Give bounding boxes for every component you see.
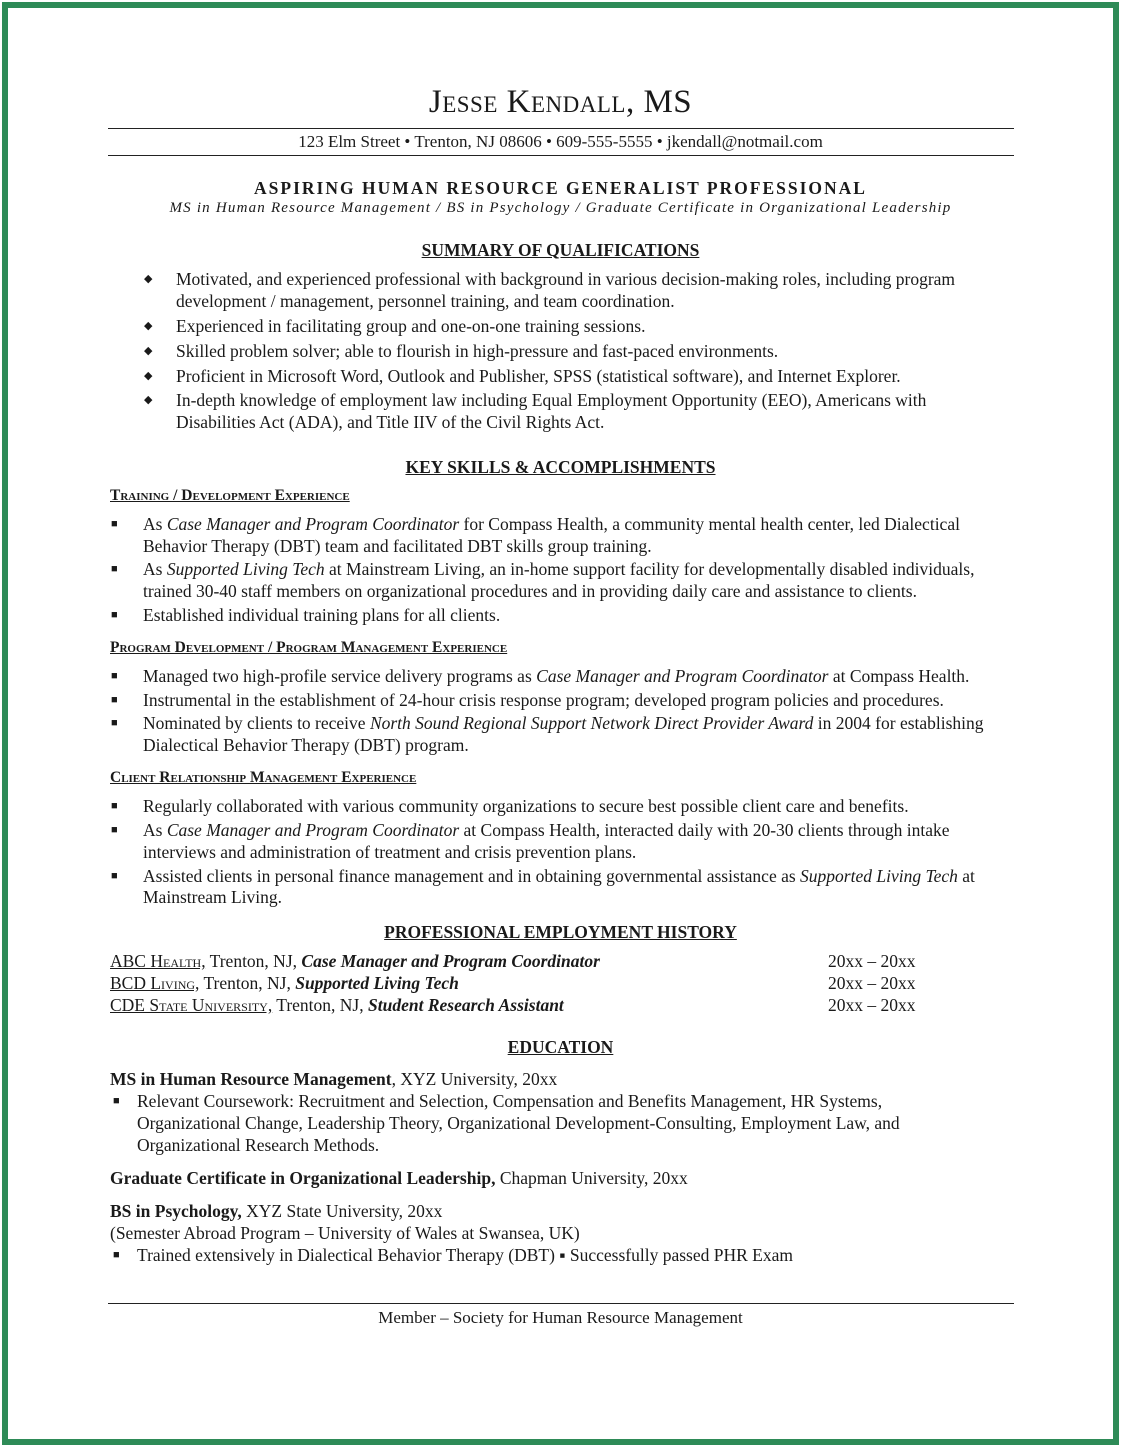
training-bullet-line: As Supported Living Tech at Mainstream Living, an in-home support facility for developmentally disabled individuals, [143, 559, 975, 579]
job-dates: 20xx – 20xx [828, 951, 916, 971]
client-heading: Client Relationship Management Experience [110, 769, 417, 786]
contact-line: 123 Elm Street • Trenton, NJ 08606 • 609-555-5555 • jkendall@notmail.com [298, 132, 823, 151]
summary-text-line: Disabilities Act (ADA), and Title IIV of the Civil Rights Act. [176, 412, 605, 432]
summary-text-line: development / management, personnel training, and team coordination. [176, 291, 675, 311]
footer-rule [108, 1303, 1014, 1304]
program-bullet-line: Instrumental in the establishment of 24-hour crisis response program; developed program policies and procedures. [143, 690, 944, 710]
header-bottom-rule [108, 155, 1014, 156]
candidate-name: Jesse Kendall, MS [428, 84, 693, 120]
client-bullet-line: As Case Manager and Program Coordinator at Compass Health, interacted daily with 20-30 clients through intake [143, 820, 950, 840]
history-title: PROFESSIONAL EMPLOYMENT HISTORY [384, 922, 737, 942]
credentials-line: MS in Human Resource Management / BS in Psychology / Graduate Certificate in Organizational Leadership [169, 200, 952, 216]
summary-text-line: Experienced in facilitating group and one-on-one training sessions. [176, 316, 646, 336]
training-bullet-line: Established individual training plans for all clients. [143, 605, 501, 625]
training-bullet-line: trained 30-40 staff members on organizational procedures and in providing daily care and assistance to clients. [143, 581, 917, 601]
job-dates: 20xx – 20xx [828, 973, 916, 993]
coursework-line: Organizational Change, Leadership Theory, Organizational Development-Consulting, Employment Law, and [137, 1113, 900, 1133]
header-top-rule [108, 128, 1014, 129]
client-bullet-line: Regularly collaborated with various community organizations to secure best possible client care and benefits. [143, 796, 909, 816]
square-bullet-icon: ■ [113, 1095, 120, 1107]
summary-text-line: In-depth knowledge of employment law including Equal Employment Opportunity (EEO), Americans with [176, 390, 927, 410]
client-bullet-line: Mainstream Living. [143, 887, 283, 907]
membership-footer: Member – Society for Human Resource Management [378, 1308, 743, 1327]
summary-text-line: Motivated, and experienced professional with background in various decision-making roles, including program [176, 269, 956, 289]
degree-bs: BS in Psychology, XYZ State University, 20xx [110, 1201, 443, 1221]
program-bullet-line: Dialectical Behavior Therapy (DBT) program. [143, 735, 469, 755]
career-headline: ASPIRING HUMAN RESOURCE GENERALIST PROFESSIONAL [254, 178, 867, 198]
degree-ms: MS in Human Resource Management, XYZ University, 20xx [110, 1069, 558, 1089]
coursework-line: Organizational Research Methods. [137, 1135, 380, 1155]
job-entry: ABC Health, Trenton, NJ, Case Manager and Program Coordinator [110, 951, 600, 971]
diamond-bullet-icon: ◆ [144, 394, 153, 406]
square-bullet-icon: ■ [111, 670, 118, 682]
skills-title: KEY SKILLS & ACCOMPLISHMENTS [405, 457, 716, 477]
square-bullet-icon: ■ [111, 518, 118, 530]
program-bullet-line: Managed two high-profile service delivery programs as Case Manager and Program Coordinator at Compass Health. [143, 666, 970, 686]
job-dates: 20xx – 20xx [828, 995, 916, 1015]
client-bullet-line: interviews and administration of treatment and crisis prevention plans. [143, 842, 637, 862]
summary-title: SUMMARY OF QUALIFICATIONS [421, 240, 700, 260]
summary-text-line: Proficient in Microsoft Word, Outlook and Publisher, SPSS (statistical software), and Internet Explorer. [176, 366, 901, 386]
study-abroad: (Semester Abroad Program – University of Wales at Swansea, UK) [110, 1223, 580, 1243]
square-bullet-icon: ■ [111, 563, 118, 575]
training-heading: Training / Development Experience [110, 487, 350, 504]
square-bullet-icon: ■ [113, 1249, 120, 1261]
job-entry: CDE State University, Trenton, NJ, Student Research Assistant [110, 995, 564, 1015]
diamond-bullet-icon: ◆ [144, 320, 153, 332]
square-bullet-icon: ■ [111, 694, 118, 706]
job-entry: BCD Living, Trenton, NJ, Supported Living Tech [110, 973, 459, 993]
square-bullet-icon: ■ [111, 824, 118, 836]
diamond-bullet-icon: ◆ [144, 273, 153, 285]
square-bullet-icon: ■ [111, 609, 118, 621]
degree-certificate: Graduate Certificate in Organizational Leadership, Chapman University, 20xx [110, 1168, 688, 1188]
training-bullet-line: As Case Manager and Program Coordinator for Compass Health, a community mental health center, led Dialectical [143, 514, 960, 534]
summary-text-line: Skilled problem solver; able to flourish in high-pressure and fast-paced environments. [176, 341, 779, 361]
square-bullet-icon: ■ [111, 800, 118, 812]
program-heading: Program Development / Program Management Experience [110, 639, 508, 656]
coursework-line: Relevant Coursework: Recruitment and Selection, Compensation and Benefits Management, HR Systems, [137, 1091, 883, 1111]
square-bullet-icon: ■ [111, 870, 118, 882]
education-title: EDUCATION [507, 1037, 614, 1057]
training-note: Trained extensively in Dialectical Behavior Therapy (DBT) ▪ Successfully passed PHR Exam [137, 1245, 793, 1265]
program-bullet-line: Nominated by clients to receive North Sound Regional Support Network Direct Provider Award in 2004 for establishing [143, 713, 984, 733]
training-bullet-line: Behavior Therapy (DBT) team and facilitated DBT skills group training. [143, 536, 652, 556]
client-bullet-line: Assisted clients in personal finance management and in obtaining governmental assistance as Supported Living Tech at [143, 866, 975, 886]
square-bullet-icon: ■ [111, 717, 118, 729]
diamond-bullet-icon: ◆ [144, 370, 153, 382]
diamond-bullet-icon: ◆ [144, 345, 153, 357]
